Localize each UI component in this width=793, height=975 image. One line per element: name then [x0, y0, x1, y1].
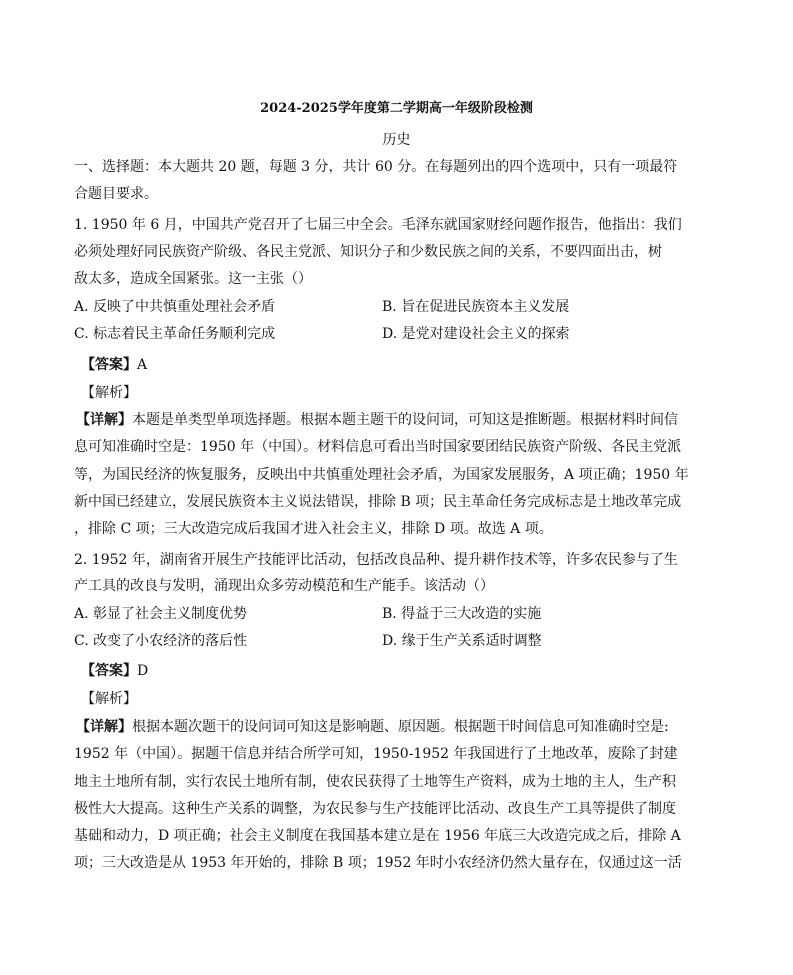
- q1-answer: [81, 356, 147, 374]
- q2-analysis-tag: 【解析】: [81, 691, 137, 707]
- q1-analysis-tag: 【解析】: [81, 385, 137, 401]
- q1-option-b: B. 旨在促进民族资本主义发展: [382, 299, 570, 315]
- q1-detail-line-2: 息可知准确时空是：1950 年（中国）。材料信息可看出当时国家要团结民族资产阶级、各民主党派: [74, 439, 682, 455]
- q1-option-c: C. 标志着民主革命任务顺利完成: [74, 326, 276, 342]
- q2-detail-line-2: 1952 年（中国）。据题干信息并结合所学可知，1950-1952 年我国进行了土地改革，废除了封建: [74, 746, 678, 762]
- q1-stem-line-3: 敌太多，造成全国紧张。这一主张（）: [74, 271, 312, 287]
- q1-detail-text-1: 本题是单类型单项选择题。根据本题主题干的设问词，可知这是推断题。根据材料时间信: [132, 412, 678, 428]
- q2-stem-line-2: 产工具的改良与发明，涌现出众多劳动模范和生产能手。该活动（）: [74, 578, 494, 594]
- q1-answer-tag: 【答案】: [81, 357, 137, 373]
- q2-answer-tag: 【答案】: [81, 663, 137, 679]
- q2-option-b: B. 得益于三大改造的实施: [382, 606, 542, 622]
- q1-stem-line-1: 1. 1950 年 6 月，中国共产党召开了七届三中全会。毛泽东就国家财经问题作报告，他指出：我们: [74, 217, 682, 233]
- q1-detail-tag: 【详解】: [76, 412, 132, 428]
- q2-detail-text-1: 根据本题次题干的设问词可知这是影响题、原因题。根据题干时间信息可知准确时空是:: [132, 719, 669, 735]
- q1-option-d: D. 是党对建设社会主义的探索: [382, 326, 570, 342]
- q1-answer-value: A: [137, 357, 148, 373]
- q2-detail-line-6: 项；三大改造是从 1953 年开始的，排除 B 项；1952 年时小农经济仍然大量存在，仅通过这一活: [74, 855, 682, 871]
- q2-option-a: A. 彰显了社会主义制度优势: [74, 606, 248, 622]
- q1-detail-line-5: ，排除 C 项；三大改造完成后我国才进入社会主义，排除 D 项。故选 A 项。: [74, 521, 553, 537]
- q1-detail-line-1: [76, 411, 678, 429]
- section-instruction-line-1: 一、选择题：本大题共 20 题，每题 3 分，共计 60 分。在每题列出的四个选项中，只有一项最符: [74, 159, 678, 175]
- q2-detail-tag: 【详解】: [76, 719, 132, 735]
- q2-answer-value: D: [137, 663, 149, 679]
- q1-stem-line-2: 必须处理好同民族资产阶级、各民主党派、知识分子和少数民族之间的关系，不要四面出击，树: [74, 244, 662, 260]
- q2-answer: [81, 662, 148, 680]
- q2-detail-line-4: 极性大大提高。这种生产关系的调整，为农民参与生产技能评比活动、改良生产工具等提供了制度: [74, 801, 676, 817]
- q2-detail-line-3: 地主土地所有制，实行农民土地所有制，使农民获得了土地等生产资料，成为土地的主人，生产积: [74, 774, 676, 790]
- q1-detail-line-4: 新中国已经建立，发展民族资本主义说法错误，排除 B 项；民主革命任务完成标志是土地改革完成: [74, 494, 682, 510]
- subject-title: 历史: [382, 132, 411, 148]
- q2-option-d: D. 缘于生产关系适时调整: [382, 633, 542, 649]
- q2-stem-line-1: 2. 1952 年，湖南省开展生产技能评比活动，包括改良品种、提升耕作技术等，许多农民参与了生: [74, 552, 678, 568]
- exam-title: 2024-2025学年度第二学期高一年级阶段检测: [260, 101, 533, 116]
- q1-option-a: A. 反映了中共慎重处理社会矛盾: [74, 299, 276, 315]
- q1-detail-line-3: 等，为国民经济的恢复服务，反映出中共慎重处理社会矛盾，为国家发展服务，A 项正确；1950 年: [74, 467, 689, 483]
- section-instruction-line-2: 合题目要求。: [74, 186, 158, 202]
- q2-detail-line-1: [76, 718, 669, 736]
- q2-option-c: C. 改变了小农经济的落后性: [74, 633, 248, 649]
- q2-detail-line-5: 基础和动力，D 项正确；社会主义制度在我国基本建立是在 1956 年底三大改造完成之后，排除 A: [74, 828, 681, 844]
